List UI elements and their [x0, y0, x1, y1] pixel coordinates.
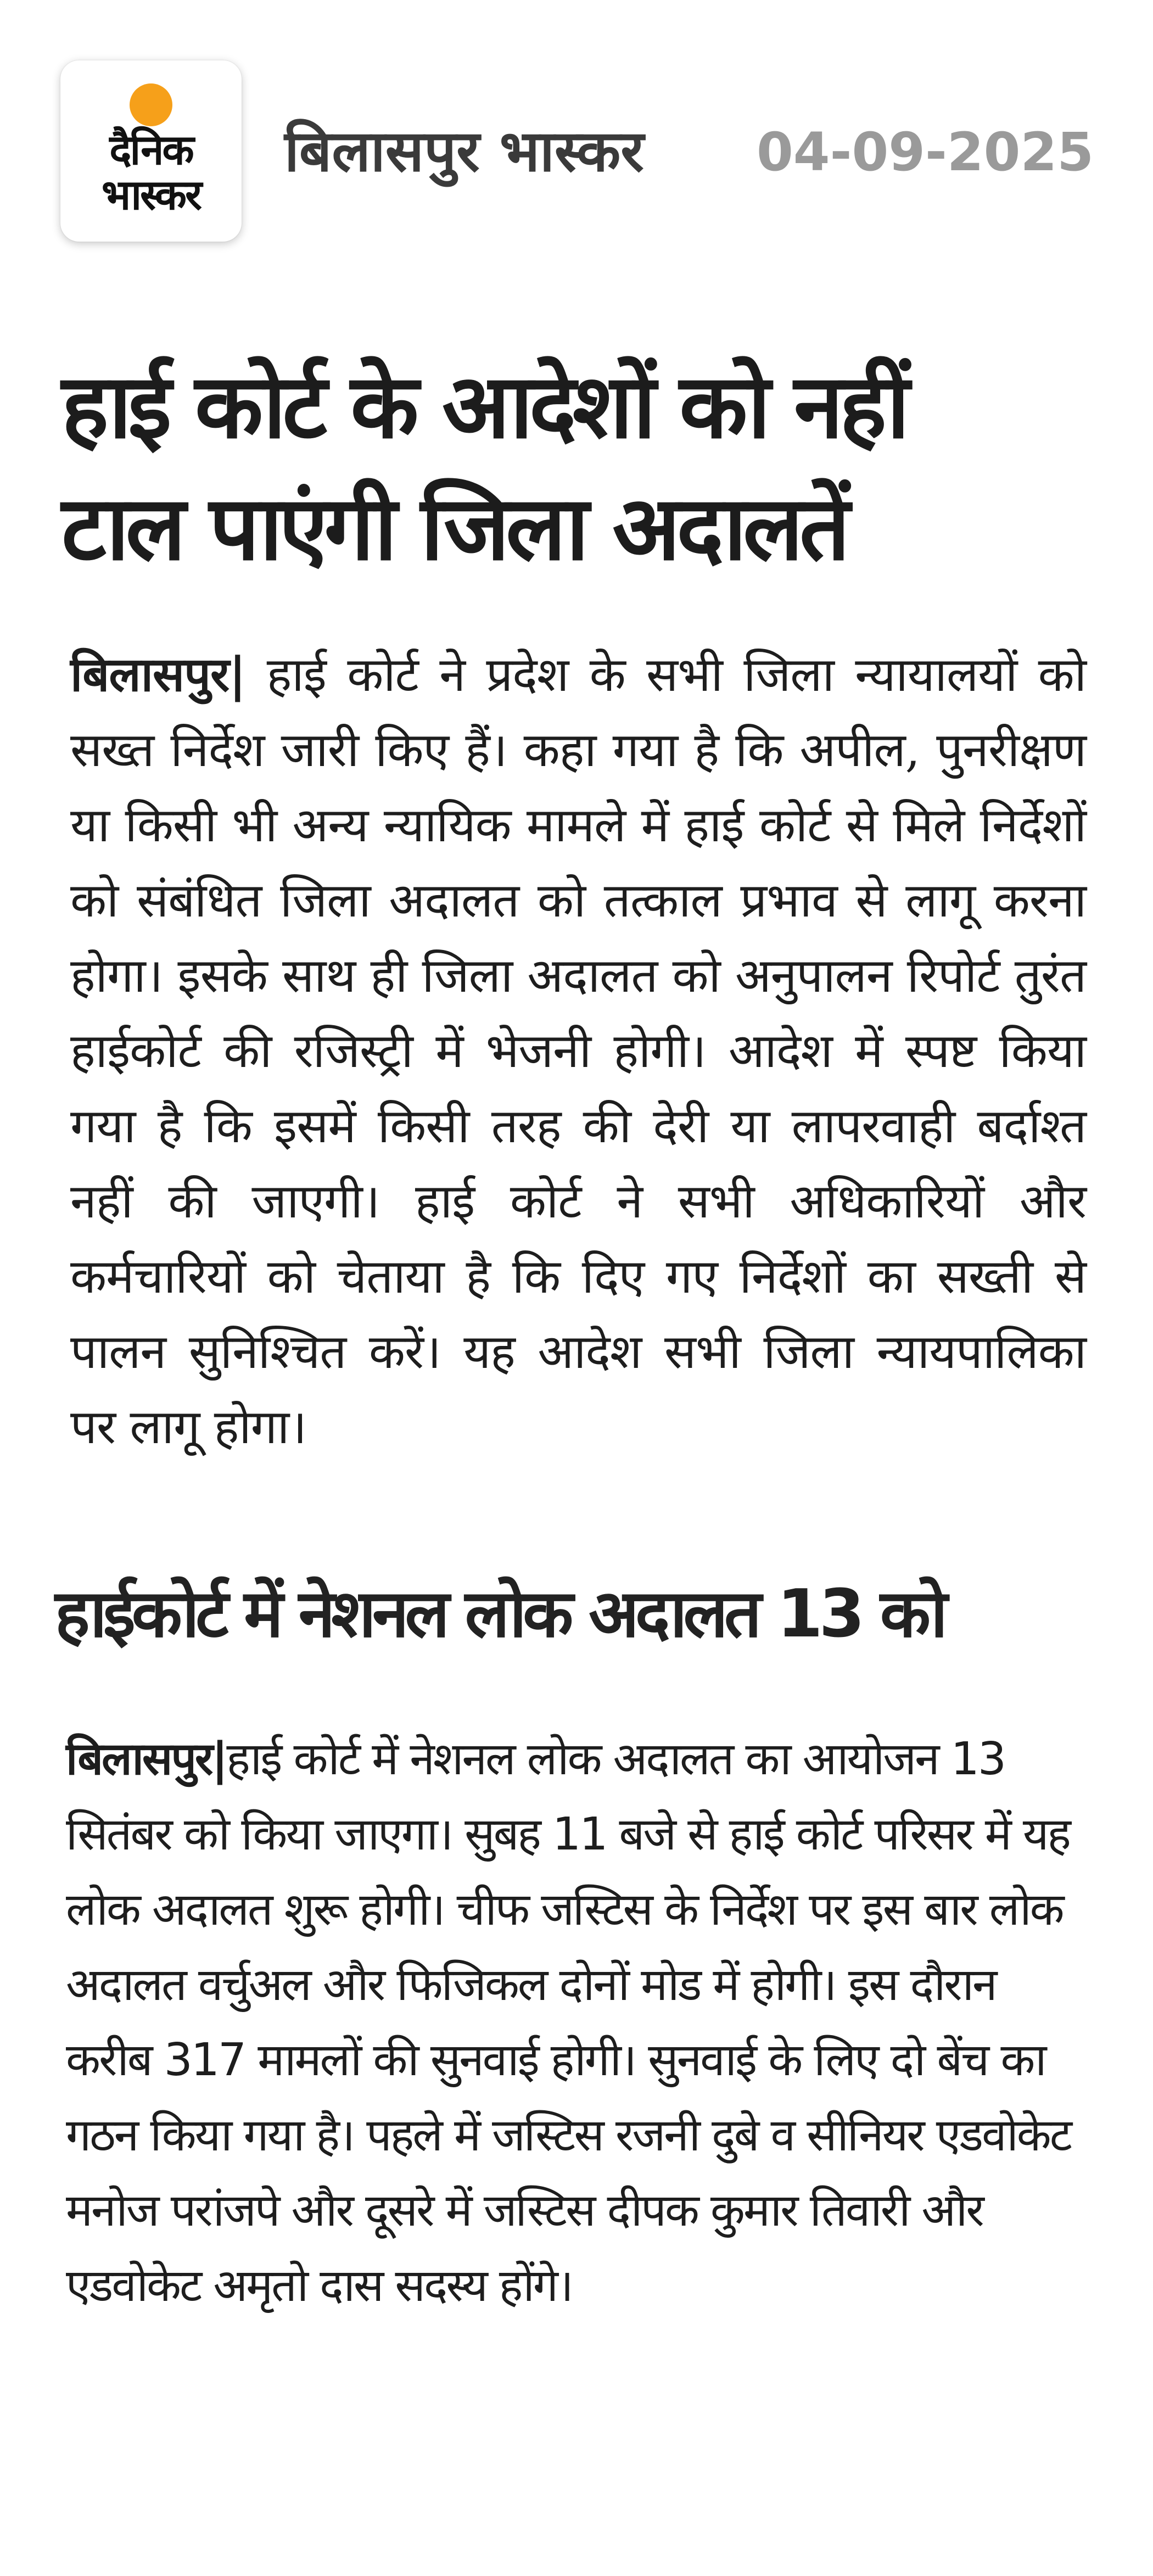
article-2-text: हाई कोर्ट में नेशनल लोक अदालत का आयोजन 13 सितंबर को किया जाएगा। सुबह 11 बजे से हाई कोर्ट परिसर में यह लोक अदालत शुरू होगी। चीफ जस्टिस के निर्देश पर इस बार लोक अदालत वर्चुअल और फिजिकल दोनों मोड में होगी। इस दौरान करीब 317 मामलों की सुनवाई होगी। सुनवाई के लिए दो बेंच का गठन किया गया है। पहले में जस्टिस रजनी दुबे व सीनियर एडवोकेट मनोज परांजपे और दूसरे में जस्टिस दीपक कुमार तिवारी और एडवोकेट अमृतो दास सदस्य होंगे। — [66, 1733, 1071, 2312]
article-2-dateline: बिलासपुर| — [66, 1733, 227, 1785]
article-2-headline: हाईकोर्ट में नेशनल लोक अदालत 13 को — [55, 1576, 944, 1652]
sun-dot-icon — [130, 83, 172, 126]
news-clipping — [0, 308, 1153, 2576]
article-1-dateline: बिलासपुर| — [70, 647, 246, 702]
dainik-bhaskar-logo[interactable] — [60, 60, 242, 242]
article-1-text: हाई कोर्ट ने प्रदेश के सभी जिला न्यायालयों को सख्त निर्देश जारी किए हैं। कहा गया है कि अपील, पुनरीक्षण या किसी भी अन्य न्यायिक मामले में हाई कोर्ट से मिले निर्देशों को संबंधित जिला अदालत को तत्काल प्रभाव से लागू करना होगा। इसके साथ ही जिला अदालत को अनुपालन रिपोर्ट तुरंत हाईकोर्ट की रजिस्ट्री में भेजनी होगी। आदेश में स्पष्ट किया गया है कि इसमें किसी तरह की देरी या लापरवाही बर्दाश्त नहीं की जाएगी। हाई कोर्ट ने सभी अधिकारियों और कर्मचारियों को चेताया है कि दिए गए निर्देशों का सख्ती से पालन सुनिश्चित करें। यह आदेश सभी जिला न्यायपालिका पर लागू होगा। — [70, 647, 1086, 1455]
logo-text-dainik: दैनिक — [109, 125, 193, 174]
article-2-body — [66, 1722, 1087, 2323]
publication-date: 04-09-2025 — [757, 121, 1094, 183]
edition-name: बिलासपुर भास्कर — [284, 118, 644, 185]
article-1-headline: हाई कोर्ट के आदेशों को नहीं टाल पाएंगी जिला अदालतें — [61, 355, 906, 580]
logo-text-bhaskar: भास्कर — [101, 170, 201, 219]
page-header — [0, 0, 1153, 258]
article-1-body — [70, 637, 1086, 1465]
